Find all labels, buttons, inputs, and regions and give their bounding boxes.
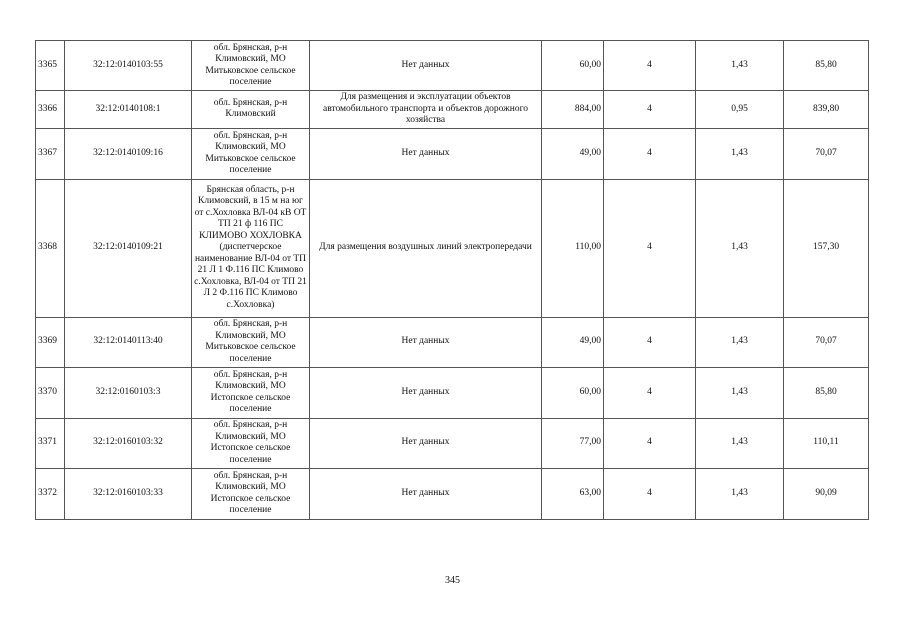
cadastral-number: 32:12:0160103:3 xyxy=(65,367,192,418)
value: 70,07 xyxy=(784,317,869,367)
area: 63,00 xyxy=(542,468,604,519)
area: 884,00 xyxy=(542,91,604,129)
cadastral-number: 32:12:0140109:16 xyxy=(65,128,192,179)
address: обл. Брянская, р-н Климовский, МО Истопское сельское поселение xyxy=(192,367,310,418)
row-number: 3366 xyxy=(36,91,65,129)
land-plots-table xyxy=(35,40,869,520)
area: 49,00 xyxy=(542,317,604,367)
value: 157,30 xyxy=(784,179,869,317)
area: 49,00 xyxy=(542,128,604,179)
count: 4 xyxy=(604,317,696,367)
table-row xyxy=(36,367,869,418)
row-number: 3367 xyxy=(36,128,65,179)
address: обл. Брянская, р-н Климовский, МО Митьковское сельское поселение xyxy=(192,41,310,91)
count: 4 xyxy=(604,418,696,468)
area: 60,00 xyxy=(542,41,604,91)
address: обл. Брянская, р-н Климовский xyxy=(192,91,310,129)
count: 4 xyxy=(604,41,696,91)
permitted-use: Нет данных xyxy=(310,128,542,179)
table-row xyxy=(36,317,869,367)
value: 110,11 xyxy=(784,418,869,468)
permitted-use: Для размещения воздушных линий электропередачи xyxy=(310,179,542,317)
row-number: 3370 xyxy=(36,367,65,418)
area: 110,00 xyxy=(542,179,604,317)
cadastral-number: 32:12:0160103:33 xyxy=(65,468,192,519)
value: 90,09 xyxy=(784,468,869,519)
table-row xyxy=(36,41,869,91)
permitted-use: Нет данных xyxy=(310,468,542,519)
count: 4 xyxy=(604,367,696,418)
area: 77,00 xyxy=(542,418,604,468)
coefficient: 1,43 xyxy=(696,41,784,91)
permitted-use: Нет данных xyxy=(310,418,542,468)
cadastral-number: 32:12:0140108:1 xyxy=(65,91,192,129)
cadastral-number: 32:12:0140103:55 xyxy=(65,41,192,91)
value: 85,80 xyxy=(784,41,869,91)
coefficient: 1,43 xyxy=(696,128,784,179)
coefficient: 0,95 xyxy=(696,91,784,129)
coefficient: 1,43 xyxy=(696,179,784,317)
table-row xyxy=(36,179,869,317)
page-number: 345 xyxy=(445,575,460,586)
table-row xyxy=(36,128,869,179)
permitted-use: Нет данных xyxy=(310,41,542,91)
coefficient: 1,43 xyxy=(696,468,784,519)
value: 839,80 xyxy=(784,91,869,129)
row-number: 3368 xyxy=(36,179,65,317)
address: Брянская область, р-н Климовский, в 15 м на юг от с.Хохловка ВЛ-04 кВ ОТ ТП 21 ф 116 ПС КЛИМОВО ХОХЛОВКА (диспетчерское наименование ВЛ-04 от ТП 21 Л 1 Ф.116 ПС Климово с.Хохловка, ВЛ-04 от ТП 21 Л 2 Ф.116 ПС Климово с.Хохловка) xyxy=(192,179,310,317)
table-body xyxy=(36,41,869,520)
permitted-use: Нет данных xyxy=(310,367,542,418)
count: 4 xyxy=(604,179,696,317)
count: 4 xyxy=(604,91,696,129)
permitted-use: Нет данных xyxy=(310,317,542,367)
value: 70,07 xyxy=(784,128,869,179)
value: 85,80 xyxy=(784,367,869,418)
table-row xyxy=(36,418,869,468)
address: обл. Брянская, р-н Климовский, МО Истопское сельское поселение xyxy=(192,468,310,519)
address: обл. Брянская, р-н Климовский, МО Митьковское сельское поселение xyxy=(192,317,310,367)
area: 60,00 xyxy=(542,367,604,418)
row-number: 3372 xyxy=(36,468,65,519)
cadastral-number: 32:12:0140109:21 xyxy=(65,179,192,317)
address: обл. Брянская, р-н Климовский, МО Митьковское сельское поселение xyxy=(192,128,310,179)
table-row xyxy=(36,91,869,129)
row-number: 3369 xyxy=(36,317,65,367)
table-row xyxy=(36,468,869,519)
cadastral-number: 32:12:0160103:32 xyxy=(65,418,192,468)
coefficient: 1,43 xyxy=(696,418,784,468)
row-number: 3371 xyxy=(36,418,65,468)
coefficient: 1,43 xyxy=(696,367,784,418)
permitted-use: Для размещения и эксплуатации объектов автомобильного транспорта и объектов дорожного хозяйства xyxy=(310,91,542,129)
cadastral-number: 32:12:0140113:40 xyxy=(65,317,192,367)
row-number: 3365 xyxy=(36,41,65,91)
count: 4 xyxy=(604,468,696,519)
address: обл. Брянская, р-н Климовский, МО Истопское сельское поселение xyxy=(192,418,310,468)
count: 4 xyxy=(604,128,696,179)
coefficient: 1,43 xyxy=(696,317,784,367)
